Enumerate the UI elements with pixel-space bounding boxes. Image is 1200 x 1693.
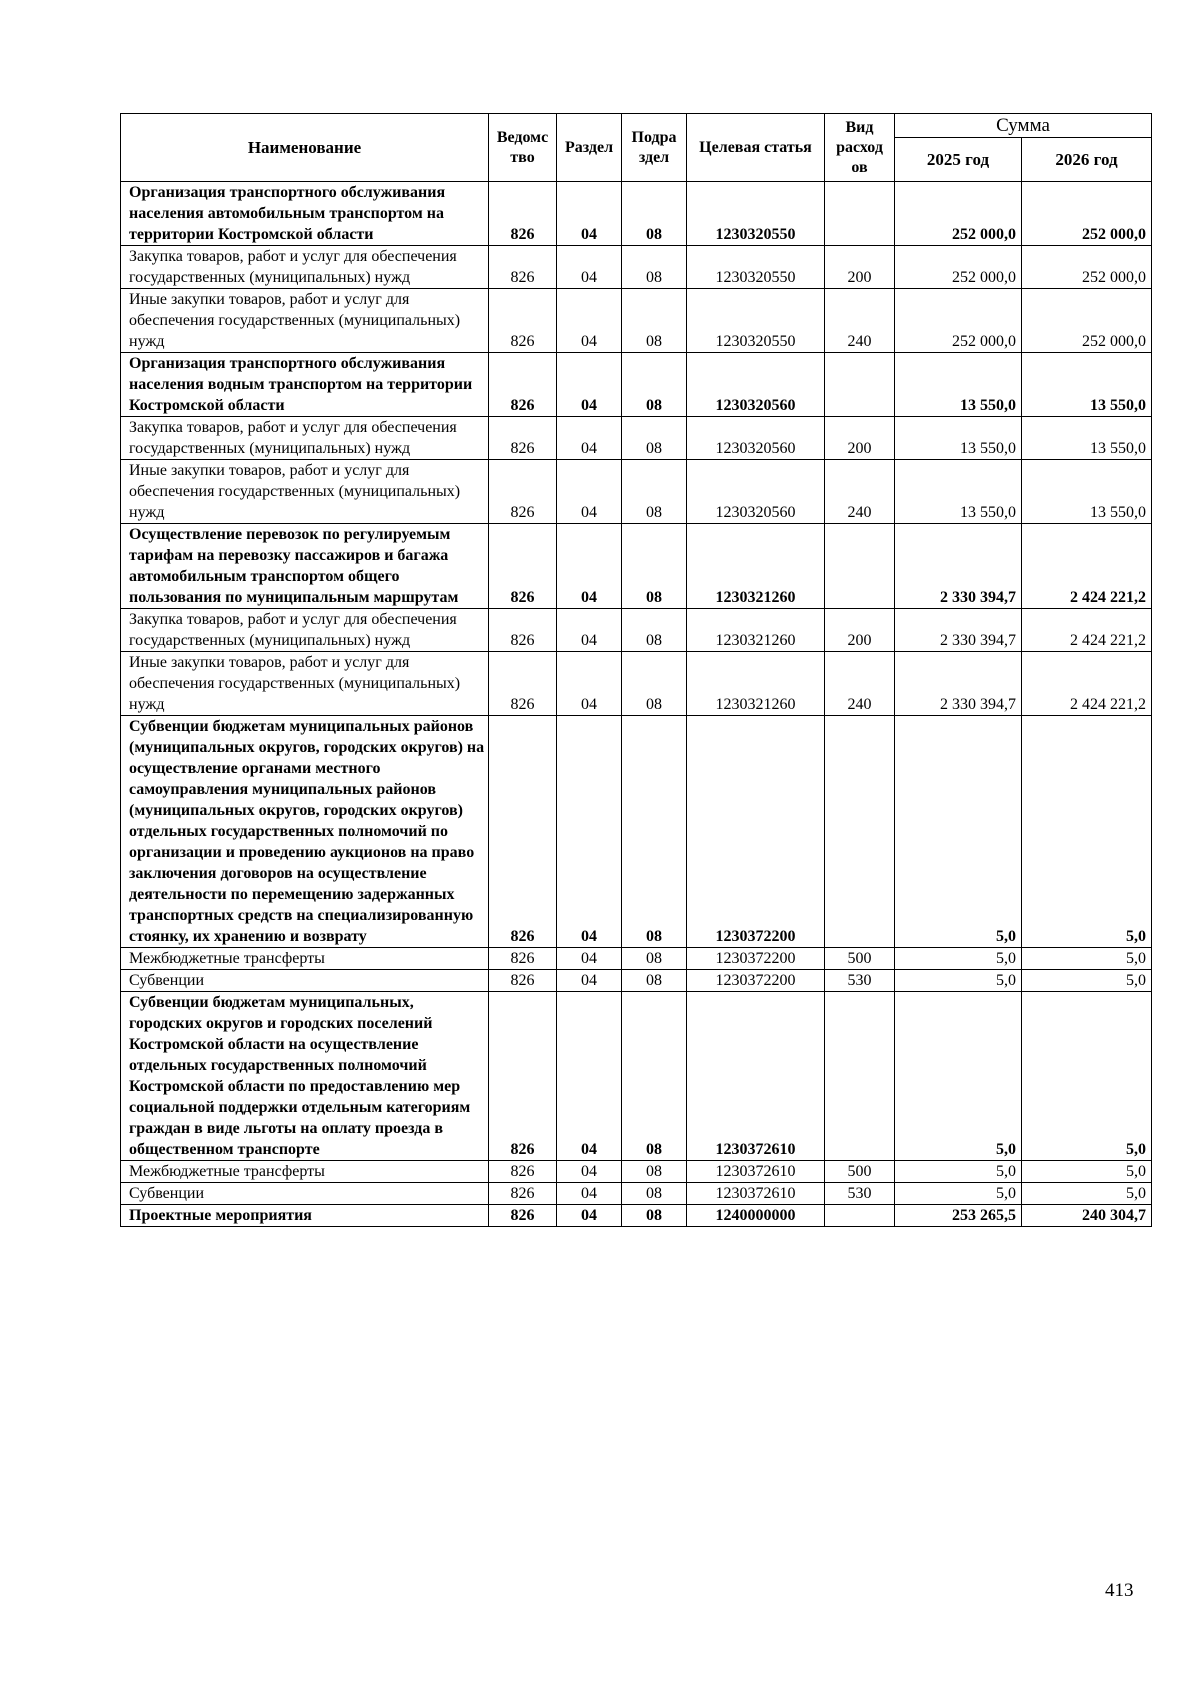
cell-name: Иные закупки товаров, работ и услуг для обеспечения государственных (муниципальных) нужд xyxy=(121,652,489,716)
cell-name: Проектные мероприятия xyxy=(121,1205,489,1227)
cell-razdel: 04 xyxy=(557,609,622,652)
cell-name: Организация транспортного обслуживания населения водным транспортом на территории Костромской области xyxy=(121,353,489,417)
cell-vedomstvo: 826 xyxy=(489,609,557,652)
cell-name: Иные закупки товаров, работ и услуг для обеспечения государственных (муниципальных) нужд xyxy=(121,289,489,353)
cell-name: Субвенции бюджетам муниципальных, городских округов и городских поселений Костромской области на осуществление отдельных государственных полномочий Костромской области по предоставлению мер социальной поддержки отдельным категориям граждан в виде льготы на оплату проезда в общественном транспорте xyxy=(121,992,489,1161)
cell-celevaya-statya: 1230321260 xyxy=(687,524,825,609)
cell-razdel: 04 xyxy=(557,970,622,992)
cell-podrazdel: 08 xyxy=(622,460,687,524)
cell-celevaya-statya: 1230372200 xyxy=(687,948,825,970)
cell-sum-2025: 13 550,0 xyxy=(895,353,1022,417)
cell-vid-rashodov: 240 xyxy=(825,652,895,716)
cell-name: Закупка товаров, работ и услуг для обеспечения государственных (муниципальных) нужд xyxy=(121,417,489,460)
cell-sum-2026: 252 000,0 xyxy=(1022,289,1152,353)
cell-vedomstvo: 826 xyxy=(489,992,557,1161)
header-name: Наименование xyxy=(121,114,489,182)
cell-sum-2025: 252 000,0 xyxy=(895,289,1022,353)
cell-podrazdel: 08 xyxy=(622,182,687,246)
cell-sum-2026: 2 424 221,2 xyxy=(1022,609,1152,652)
table-row xyxy=(121,524,1152,609)
cell-sum-2025: 5,0 xyxy=(895,1183,1022,1205)
cell-vid-rashodov: 240 xyxy=(825,460,895,524)
cell-sum-2026: 252 000,0 xyxy=(1022,182,1152,246)
cell-vid-rashodov xyxy=(825,716,895,948)
table-row xyxy=(121,182,1152,246)
cell-podrazdel: 08 xyxy=(622,948,687,970)
table-row xyxy=(121,948,1152,970)
cell-vid-rashodov xyxy=(825,353,895,417)
header-celevaya-statya: Целевая статья xyxy=(687,114,825,182)
cell-vedomstvo: 826 xyxy=(489,246,557,289)
cell-sum-2026: 2 424 221,2 xyxy=(1022,652,1152,716)
cell-sum-2026: 5,0 xyxy=(1022,970,1152,992)
cell-podrazdel: 08 xyxy=(622,652,687,716)
header-vedomstvo: Ведомс тво xyxy=(489,114,557,182)
cell-vid-rashodov: 200 xyxy=(825,246,895,289)
cell-razdel: 04 xyxy=(557,460,622,524)
cell-sum-2026: 5,0 xyxy=(1022,1183,1152,1205)
header-2025: 2025 год xyxy=(895,138,1022,182)
cell-sum-2025: 2 330 394,7 xyxy=(895,524,1022,609)
cell-sum-2026: 13 550,0 xyxy=(1022,417,1152,460)
budget-table xyxy=(120,113,1152,1227)
cell-vid-rashodov: 500 xyxy=(825,948,895,970)
cell-vid-rashodov: 530 xyxy=(825,970,895,992)
cell-vedomstvo: 826 xyxy=(489,353,557,417)
cell-celevaya-statya: 1230320550 xyxy=(687,182,825,246)
cell-celevaya-statya: 1230320560 xyxy=(687,460,825,524)
cell-sum-2025: 252 000,0 xyxy=(895,182,1022,246)
cell-podrazdel: 08 xyxy=(622,970,687,992)
cell-razdel: 04 xyxy=(557,524,622,609)
header-vid-rashodov: Вид расход ов xyxy=(825,114,895,182)
cell-sum-2025: 5,0 xyxy=(895,1161,1022,1183)
table-row xyxy=(121,289,1152,353)
cell-sum-2025: 2 330 394,7 xyxy=(895,652,1022,716)
cell-sum-2026: 5,0 xyxy=(1022,948,1152,970)
table-row xyxy=(121,246,1152,289)
cell-sum-2026: 240 304,7 xyxy=(1022,1205,1152,1227)
cell-vedomstvo: 826 xyxy=(489,1183,557,1205)
cell-name: Организация транспортного обслуживания населения автомобильным транспортом на территории Костромской области xyxy=(121,182,489,246)
cell-razdel: 04 xyxy=(557,182,622,246)
table-row xyxy=(121,1161,1152,1183)
cell-name: Закупка товаров, работ и услуг для обеспечения государственных (муниципальных) нужд xyxy=(121,246,489,289)
table-row xyxy=(121,970,1152,992)
cell-celevaya-statya: 1230372610 xyxy=(687,1183,825,1205)
cell-celevaya-statya: 1230320550 xyxy=(687,289,825,353)
cell-vid-rashodov xyxy=(825,182,895,246)
cell-vedomstvo: 826 xyxy=(489,948,557,970)
cell-podrazdel: 08 xyxy=(622,353,687,417)
cell-razdel: 04 xyxy=(557,246,622,289)
cell-sum-2025: 5,0 xyxy=(895,970,1022,992)
cell-vedomstvo: 826 xyxy=(489,1205,557,1227)
cell-sum-2026: 5,0 xyxy=(1022,716,1152,948)
cell-sum-2026: 5,0 xyxy=(1022,1161,1152,1183)
cell-vid-rashodov: 200 xyxy=(825,609,895,652)
cell-vid-rashodov: 240 xyxy=(825,289,895,353)
cell-celevaya-statya: 1230372200 xyxy=(687,970,825,992)
cell-sum-2025: 13 550,0 xyxy=(895,417,1022,460)
cell-sum-2026: 13 550,0 xyxy=(1022,353,1152,417)
cell-vid-rashodov: 500 xyxy=(825,1161,895,1183)
cell-celevaya-statya: 1240000000 xyxy=(687,1205,825,1227)
cell-name: Закупка товаров, работ и услуг для обеспечения государственных (муниципальных) нужд xyxy=(121,609,489,652)
cell-sum-2025: 5,0 xyxy=(895,716,1022,948)
cell-razdel: 04 xyxy=(557,1205,622,1227)
cell-celevaya-statya: 1230321260 xyxy=(687,652,825,716)
cell-vid-rashodov: 200 xyxy=(825,417,895,460)
cell-sum-2026: 2 424 221,2 xyxy=(1022,524,1152,609)
cell-name: Субвенции xyxy=(121,970,489,992)
cell-celevaya-statya: 1230320560 xyxy=(687,353,825,417)
cell-celevaya-statya: 1230321260 xyxy=(687,609,825,652)
cell-sum-2025: 13 550,0 xyxy=(895,460,1022,524)
header-summa: Сумма xyxy=(895,114,1152,138)
cell-razdel: 04 xyxy=(557,417,622,460)
cell-razdel: 04 xyxy=(557,289,622,353)
table-row xyxy=(121,609,1152,652)
cell-sum-2026: 252 000,0 xyxy=(1022,246,1152,289)
cell-celevaya-statya: 1230320550 xyxy=(687,246,825,289)
table-row xyxy=(121,992,1152,1161)
cell-name: Субвенции xyxy=(121,1183,489,1205)
cell-celevaya-statya: 1230372610 xyxy=(687,992,825,1161)
cell-vedomstvo: 826 xyxy=(489,460,557,524)
cell-sum-2025: 252 000,0 xyxy=(895,246,1022,289)
cell-sum-2025: 5,0 xyxy=(895,948,1022,970)
table-row xyxy=(121,417,1152,460)
cell-vid-rashodov xyxy=(825,524,895,609)
page-number: 413 xyxy=(1105,1580,1134,1601)
cell-celevaya-statya: 1230320560 xyxy=(687,417,825,460)
cell-vedomstvo: 826 xyxy=(489,289,557,353)
cell-celevaya-statya: 1230372200 xyxy=(687,716,825,948)
cell-sum-2025: 253 265,5 xyxy=(895,1205,1022,1227)
cell-razdel: 04 xyxy=(557,1161,622,1183)
cell-sum-2025: 2 330 394,7 xyxy=(895,609,1022,652)
cell-vedomstvo: 826 xyxy=(489,716,557,948)
cell-podrazdel: 08 xyxy=(622,609,687,652)
cell-name: Межбюджетные трансферты xyxy=(121,1161,489,1183)
cell-podrazdel: 08 xyxy=(622,289,687,353)
cell-name: Субвенции бюджетам муниципальных районов (муниципальных округов, городских округов) на осуществление органами местного самоуправления муниципальных районов (муниципальных округов, городских округов) отдельных государственных полномочий по организации и проведению аукционов на право заключения договоров на осуществление деятельности по перемещению задержанных транспортных средств на специализированную стоянку, их хранению и возврату xyxy=(121,716,489,948)
cell-razdel: 04 xyxy=(557,353,622,417)
cell-razdel: 04 xyxy=(557,948,622,970)
table-row xyxy=(121,460,1152,524)
cell-vid-rashodov xyxy=(825,992,895,1161)
cell-name: Иные закупки товаров, работ и услуг для обеспечения государственных (муниципальных) нужд xyxy=(121,460,489,524)
cell-celevaya-statya: 1230372610 xyxy=(687,1161,825,1183)
cell-podrazdel: 08 xyxy=(622,716,687,948)
table-row xyxy=(121,716,1152,948)
cell-vedomstvo: 826 xyxy=(489,652,557,716)
table-row xyxy=(121,1205,1152,1227)
cell-podrazdel: 08 xyxy=(622,1183,687,1205)
header-razdel: Раздел xyxy=(557,114,622,182)
cell-razdel: 04 xyxy=(557,992,622,1161)
header-podrazdel: Подра здел xyxy=(622,114,687,182)
cell-vid-rashodov: 530 xyxy=(825,1183,895,1205)
cell-podrazdel: 08 xyxy=(622,1161,687,1183)
cell-sum-2026: 13 550,0 xyxy=(1022,460,1152,524)
cell-razdel: 04 xyxy=(557,716,622,948)
cell-vedomstvo: 826 xyxy=(489,970,557,992)
table-row xyxy=(121,1183,1152,1205)
cell-podrazdel: 08 xyxy=(622,1205,687,1227)
cell-sum-2026: 5,0 xyxy=(1022,992,1152,1161)
cell-podrazdel: 08 xyxy=(622,246,687,289)
cell-razdel: 04 xyxy=(557,1183,622,1205)
cell-sum-2025: 5,0 xyxy=(895,992,1022,1161)
cell-podrazdel: 08 xyxy=(622,992,687,1161)
cell-name: Межбюджетные трансферты xyxy=(121,948,489,970)
cell-podrazdel: 08 xyxy=(622,524,687,609)
cell-vedomstvo: 826 xyxy=(489,1161,557,1183)
cell-vedomstvo: 826 xyxy=(489,417,557,460)
cell-name: Осуществление перевозок по регулируемым тарифам на перевозку пассажиров и багажа автомобильным транспортом общего пользования по муниципальным маршрутам xyxy=(121,524,489,609)
table-row xyxy=(121,353,1152,417)
cell-razdel: 04 xyxy=(557,652,622,716)
cell-vedomstvo: 826 xyxy=(489,182,557,246)
cell-vid-rashodov xyxy=(825,1205,895,1227)
cell-vedomstvo: 826 xyxy=(489,524,557,609)
table-row xyxy=(121,652,1152,716)
cell-podrazdel: 08 xyxy=(622,417,687,460)
header-2026: 2026 год xyxy=(1022,138,1152,182)
